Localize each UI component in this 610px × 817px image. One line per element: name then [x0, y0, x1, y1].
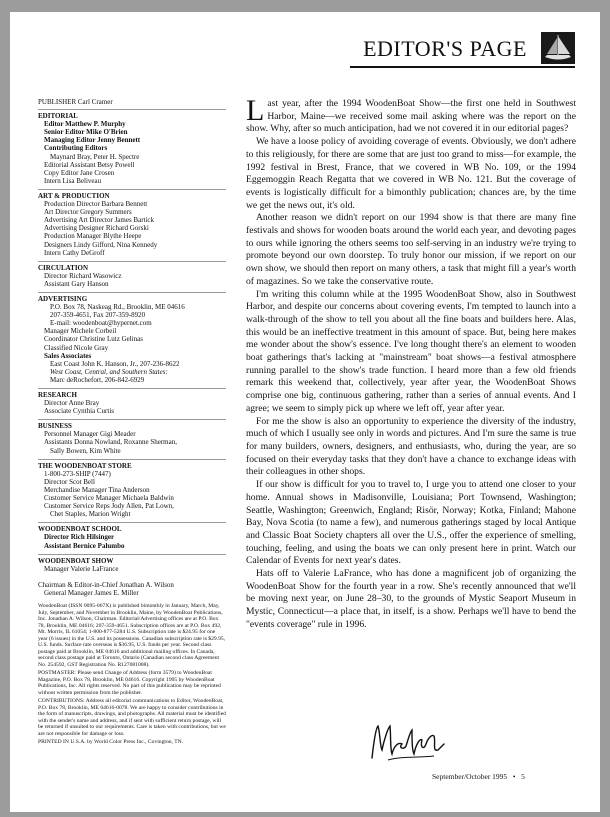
masthead-line: Associate Cynthia Curtis [44, 407, 114, 416]
issue-date: September/October 1995 [432, 772, 508, 781]
masthead-line: Director Anne Bray [44, 399, 100, 408]
masthead-section-heading: THE WOODENBOAT STORE [38, 459, 226, 470]
masthead-line: Intern Cathy DeGroff [44, 248, 105, 257]
masthead-line: Director Richard Wasowicz [44, 271, 122, 280]
article-paragraph [246, 94, 576, 136]
masthead-line [38, 573, 226, 581]
masthead-line: Customer Service Manager Michaela Baldwin [44, 494, 174, 503]
masthead-line: Production Manager Blythe Heepe [44, 232, 142, 241]
masthead-section-heading: EDITORIAL [38, 109, 226, 120]
masthead-line: Assistant Bernice Palumbo [44, 541, 125, 550]
masthead-line: Maynard Bray, Peter H. Spectre [50, 152, 140, 161]
masthead-line: Senior Editor Mike O'Brien [44, 128, 128, 137]
editorial-article [246, 94, 576, 632]
fine-print-paragraph: CONTRIBUTIONS: Address all editorial communications to Editor, WoodenBoat, P.O. Box 78, Brooklin, ME 04616-0078. We are happy to consider contributions in the form of manuscripts, drawings, and photographs. All material must be identified with the sender's name and address, and if sent with sufficient return postage, will be returned if unsuited to our requirements. Care is taken with contributions, but we are not responsible for damage or loss. [38, 698, 226, 737]
article-paragraph: Hats off to Valerie LaFrance, who has done a magnificent job of organizing the WoodenBoat Show for the fourth year in a row. She's recently announced that we'll be moving next year, on June 28–30, to the grounds of Mystic Seaport Museum in Mystic, Connecticut—a place that, in itself, is a show. Perhaps we'll have to bend the "events coverage" rule in 1996. [246, 568, 576, 630]
masthead-line: Manager Michele Corbeil [44, 327, 117, 336]
masthead-line: Editorial Assistant Betsy Powell [44, 160, 135, 169]
masthead-section-heading: CIRCULATION [38, 261, 226, 272]
masthead-line: Merchandise Manager Tina Anderson [44, 485, 150, 494]
fine-print-paragraph: POSTMASTER: Please send Change of Address (form 3579) to WoodenBoat Magazine, P.O. Box 78, Brooklin, ME 04616. Copyright 1995 by WoodenBoat Publications, Inc. All rights reserved. No part of this publication may be reprinted without written permission from the publisher. [38, 670, 221, 696]
editor-signature [368, 720, 448, 766]
masthead [38, 98, 226, 748]
article-paragraph: Another reason we didn't report on our 1994 show is that there are many fine festivals and shows for wooden boats around the world each year, and devoting pages to ours while ignoring the others seems too self-serving in an industry we're trying to promote beyond our own doorstep. To truly honor our mission, if we report on our own show, we should then report on many others, a task that might fill a year's worth of magazines. So we take the conservative route. [246, 212, 576, 287]
page-header [350, 32, 575, 64]
masthead-line: Production Director Barbara Bennett [44, 200, 148, 209]
masthead-line: Coordinator Christine Lutz Gelinas [44, 335, 143, 344]
masthead-line: Advertising Art Director James Bartick [44, 216, 155, 225]
masthead-line: Director Scot Bell [44, 477, 95, 486]
masthead-line: Classified Nicole Gray [44, 343, 109, 352]
article-paragraph: If our show is difficult for you to travel to, I urge you to attend one closer to your home. Annual shows in Madisonville, Louisiana; Port Townsend, Washington; Seattle, Washington; Greenwich, England; Risör, Norway; Kotka, Finland; Mahone Bay, Nova Scotia (to name a few), and numerous gatherings staged by local Antique and Classic Boat Society chapters all over the U.S., offer the experience of smelling, touching, feeling, and using the boats we can only present here in print. Watch our Calendar of Events for next year's dates. [246, 479, 576, 567]
footer-separator: • [512, 772, 516, 781]
article-paragraph: We have a loose policy of avoiding coverage of events. Obviously, we don't adhere to this religiously, for there are some that are just too grand to miss—for example, the 1992 festival in Brest, France, that we covered in WB No. 109, or the 1994 Eggemoggin Reach Regatta that we covered in WB No. 121. But the coverage of events is logistically difficult for a bimonthly publication; chances are, by the time we get the news out, it's old. [246, 136, 576, 211]
masthead-line: Advertising Designer Richard Gorski [44, 224, 149, 233]
masthead-line: PUBLISHER Carl Cramer [38, 98, 113, 106]
masthead-section-heading: BUSINESS [38, 419, 226, 430]
page-number: 5 [521, 772, 525, 781]
masthead-section-heading: ART & PRODUCTION [38, 189, 226, 200]
masthead-line: Designers Lindy Gifford, Nina Kennedy [44, 240, 158, 249]
masthead-line: West Coast, Central, and Southern States: [50, 367, 168, 376]
header-rule [350, 66, 575, 68]
masthead-line: 1-800-273-SHIP (7447) [44, 469, 111, 478]
article-paragraph-text: ast year, after the 1994 WoodenBoat Show—the first one held in Southwest Harbor, Maine—we received some mail asking where was the report on the show. Why, after so much anticipation, had we not covered it in our editorial pages? [246, 98, 576, 135]
masthead-line: E-mail: woodenboat@hypernet.com [50, 319, 152, 328]
masthead-section-heading: WOODENBOAT SCHOOL [38, 522, 226, 533]
fine-print-paragraph: PRINTED IN U.S.A. by World Color Press Inc., Covington, TN. [38, 739, 184, 746]
masthead-line: Customer Service Reps Jody Allen, Pat Lown, [44, 502, 174, 511]
masthead-section-heading: RESEARCH [38, 388, 226, 399]
masthead-line: Director Rich Hilsinger [44, 533, 115, 542]
masthead-line: East Coast John K. Hanson, Jr., 207-236-8622 [50, 359, 180, 368]
masthead-line: P.O. Box 78, Naskeag Rd., Brooklin, ME 04616 [50, 303, 185, 312]
masthead-line: Managing Editor Jenny Bennett [44, 136, 141, 145]
publication-fine-print [38, 603, 226, 746]
masthead-line: Sales Associates [44, 351, 92, 360]
masthead-line: Copy Editor Jane Crosen [44, 168, 115, 177]
boat-logo-icon [541, 32, 575, 64]
masthead-line: Manager Valerie LaFrance [44, 564, 119, 573]
masthead-line: Chairman & Editor-in-Chief Jonathan A. Wilson [38, 580, 174, 589]
page-title: EDITOR'S PAGE [363, 36, 527, 61]
masthead-line: Chet Staples, Marion Wright [50, 510, 131, 519]
masthead-line: Intern Lisa Beliveau [44, 176, 102, 185]
masthead-line: Personnel Manager Gigi Meader [44, 430, 136, 439]
fine-print-paragraph: WoodenBoat (ISSN 0095-067X) is published bimonthly in January, March, May, July, September, and November in Brooklin, Maine, by WoodenBoat Publications, Inc. Jonathan A. Wilson, Chairman. Editorial/Advertising offices are at P.O. Box 78, Brooklin, ME 04616; 207-359-4651. Subscription offices are at P.O. Box 492, Mt. Morris, IL 61054; 1-800-877-5284 U.S. Subscription rate is $24.95 for one year (6 issues) in the U.S. and its possessions. Canadian subscription rate is $29.95, U.S. funds. Surface rate overseas is $36.95, U.S. funds per year. Second class postage paid at Brooklin, ME 04616 and additional mailing offices. In Canada, second class postage paid at Toronto, Ontario (Canadian second class Agreement No. 254592, GST Registration No. R127081008). [38, 603, 226, 668]
magazine-page [10, 12, 600, 812]
article-paragraph: For me the show is also an opportunity to experience the diversity of the industry, much of which I usually see only in words and pictures. And I'm sure the same is true for many builders, owners, designers, and enthusiasts, who, during the year, are so focused on their everyday tasks that they don't have a chance to exchange ideas with their colleagues in other shops. [246, 415, 576, 478]
masthead-line: General Manager James E. Miller [44, 588, 139, 597]
masthead-section-heading: ADVERTISING [38, 292, 226, 303]
masthead-line: Marc deRochefort, 206-842-6929 [50, 375, 145, 384]
masthead-line: Contributing Editors [44, 144, 108, 153]
article-paragraph: I'm writing this column while at the 1995 WoodenBoat Show, also in Southwest Harbor, and despite our concerns about covering events, I'm tempted to launch into a walk-through of the show to tell you about all the fine boats and builders here. Alas, this would be an ineffective treatment in this amount of space. But, being here makes me wonder about the show's essence. I've long thought there's an element to wooden boat gatherings that's lacking at "mainstream" boat shows—a festival atmosphere running parallel to the show's trade function. I heard more than a few old friends remark this weekend that, collectively, year after year, the WoodenBoat Shows comprise one big, continuous gathering, rather than a series of annual events. And I agree; we seem to simply pick up where we left off, year after year. [246, 288, 576, 414]
page-footer [432, 772, 525, 781]
masthead-line: Assistants Donna Nowland, Roxanne Sherman, [44, 438, 177, 447]
masthead-line: Sally Bowen, Kim White [50, 446, 121, 455]
masthead-line: 207-359-4651, Fax 207-359-8920 [50, 311, 146, 320]
masthead-line: Art Director Gregory Summers [44, 208, 132, 217]
drop-cap: L [246, 94, 265, 127]
masthead-line: Assistant Gary Hanson [44, 279, 109, 288]
masthead-line: Editor Matthew P. Murphy [44, 120, 126, 129]
masthead-section-heading: WOODENBOAT SHOW [38, 554, 226, 565]
